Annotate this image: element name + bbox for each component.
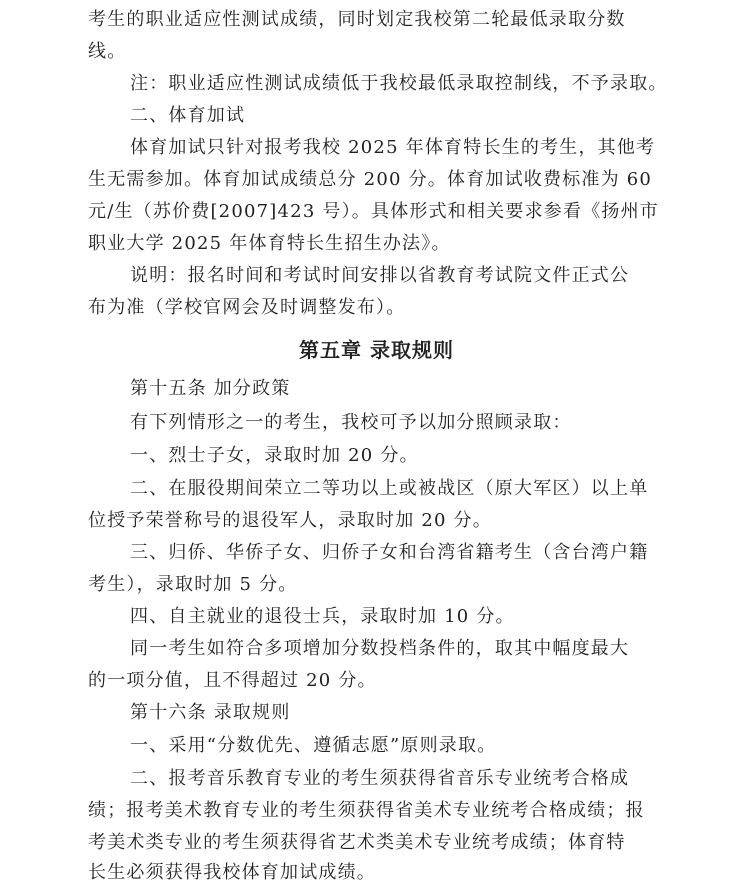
text-line: 同一考生如符合多项增加分数投档条件的，取其中幅度最大	[130, 638, 630, 659]
text-line: 线。	[88, 41, 127, 62]
note-line: 注：职业适应性测试成绩低于我校最低录取控制线，不予录取。	[130, 73, 668, 94]
text-line: 二、在服役期间荣立二等功以上或被战区（原大军区）以上单	[130, 478, 649, 499]
text-line: 布为准（学校官网会及时调整发布）。	[88, 297, 406, 318]
section-title-sports-test: 二、体育加试	[130, 105, 246, 126]
text-line: 三、归侨、华侨子女、归侨子女和台湾省籍考生（含台湾户籍	[130, 542, 649, 563]
text-line: 一、烈士子女，录取时加 20 分。	[130, 445, 419, 466]
text-line: 职业大学 2025 年体育特长生招生办法》。	[88, 233, 451, 254]
text-line: 位授予荣誉称号的退役军人，录取时加 20 分。	[88, 510, 492, 531]
article-title-bonus-policy: 第十五条 加分政策	[130, 378, 291, 399]
text-line: 生无需参加。体育加试成绩总分 200 分。体育加试收费标准为 60	[88, 169, 653, 190]
text-line: 元/生（苏价费[2007]423 号）。具体形式和相关要求参看《扬州市	[88, 201, 659, 222]
chapter-heading: 第五章 录取规则	[299, 338, 454, 362]
text-line: 四、自主就业的退役士兵，录取时加 10 分。	[130, 606, 515, 627]
text-line: 绩；报考美术教育专业的考生须获得省美术专业统考合格成绩；报	[88, 800, 645, 821]
text-line: 的一项分值，且不得超过 20 分。	[88, 670, 377, 691]
text-line: 一、采用“分数优先、遵循志愿”原则录取。	[130, 735, 497, 756]
text-line: 二、报考音乐教育专业的考生须获得省音乐专业统考合格成	[130, 768, 630, 789]
text-line: 说明：报名时间和考试时间安排以省教育考试院文件正式公	[130, 265, 630, 286]
text-line: 考生），录取时加 5 分。	[88, 574, 298, 595]
text-line: 有下列情形之一的考生，我校可予以加分照顾录取：	[130, 412, 572, 433]
text-line: 考生的职业适应性测试成绩，同时划定我校第二轮最低录取分数	[88, 9, 626, 30]
text-line: 长生必须获得我校体育加试成绩。	[88, 862, 376, 883]
article-title-admission-rules: 第十六条 录取规则	[130, 702, 291, 723]
text-line: 考美术类专业的考生须获得省艺术类美术专业统考成绩；体育特	[88, 832, 626, 853]
text-line: 体育加试只针对报考我校 2025 年体育特长生的考生，其他考	[130, 137, 656, 158]
